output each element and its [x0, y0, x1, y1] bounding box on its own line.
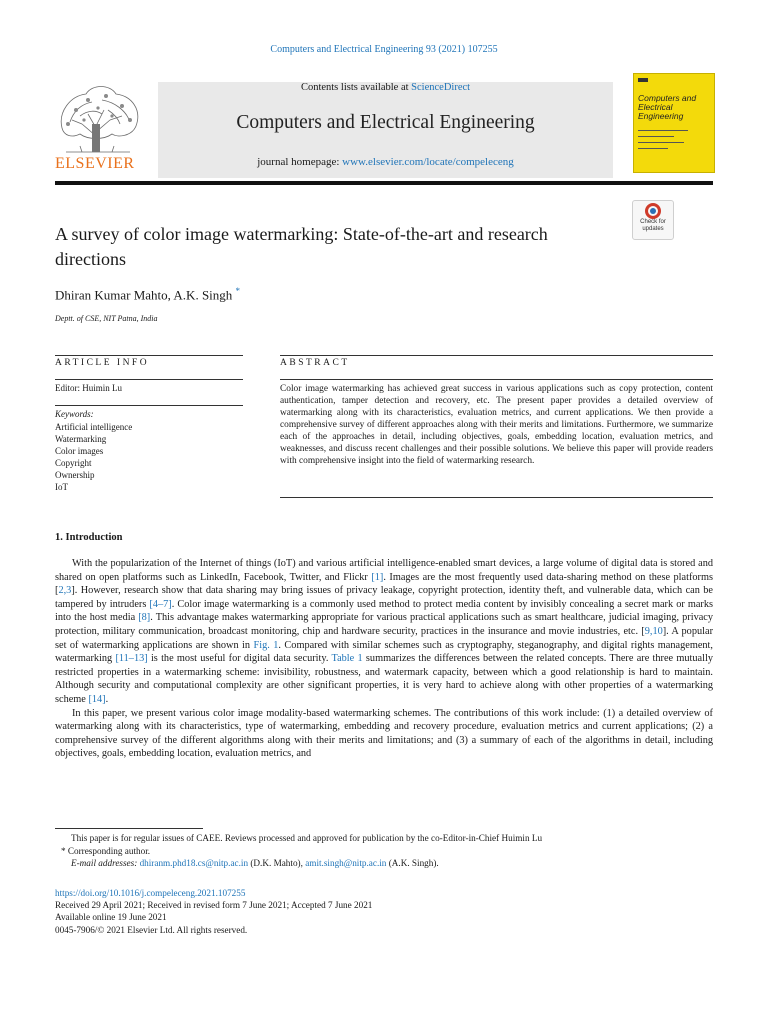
header-divider — [55, 181, 713, 185]
keywords-rule — [55, 405, 243, 406]
paragraph: In this paper, we present various color image modality-based watermarking schemes. The contributions of this work include: (1) a detailed overview of watermarking along with its characteristics, type of watermarking, embedding and recovery procedure, evaluation metrics and current applications; (2) a comprehensive survey of the different algorithms along with their merits and limitations; and (3) a summary of each of the algorithms in detail, including objectives, goals, embedding location, evaluation metrics, and — [55, 707, 713, 760]
text-run: ]. However, research show that data sharing may bring issues of privacy leakage, copyright protection, identity theft, and vulnerable data, which can be tampered by intruders — [55, 585, 713, 610]
table-link[interactable]: Table 1 — [331, 653, 363, 665]
keywords-list — [55, 421, 132, 493]
cover-text-line — [638, 142, 684, 143]
author-list — [55, 286, 240, 303]
email-link[interactable]: amit.singh@nitp.ac.in — [305, 858, 387, 868]
citation-link[interactable]: [8] — [138, 612, 151, 624]
journal-title: Computers and Electrical Engineering — [236, 112, 535, 133]
introduction-body — [55, 557, 713, 761]
text-run: With the popularization of the Internet of things (IoT) and various artificial intelligence-enabled smart devices, a large volume of digital data is stored and shared on open platforms such as LinkedIn, Facebook, Twitter, and Flickr — [55, 558, 713, 583]
cover-text-line — [638, 148, 668, 149]
text-run: . Images are the most frequently used data-sharing method on these platforms [ — [55, 571, 713, 597]
email-owner: (A.K. Singh). — [386, 858, 439, 868]
keyword: Color images — [55, 446, 104, 456]
affiliation: Deptt. of CSE, NIT Patna, India — [55, 314, 158, 323]
footnote-emails — [55, 857, 713, 870]
received-dates: Received 29 April 2021; Received in revised form 7 June 2021; Accepted 7 June 2021 — [55, 900, 373, 911]
sciencedirect-link[interactable]: ScienceDirect — [411, 82, 471, 93]
text-run: . — [105, 693, 109, 705]
text-run: . Compared with similar schemes such as cryptography, steganography, and digital rights management, watermarking — [55, 639, 713, 665]
abstract-heading: ABSTRACT — [280, 358, 350, 368]
article-info-heading: ARTICLE INFO — [55, 358, 150, 368]
publication-info — [55, 887, 372, 936]
text-run: . Color image watermarking is a commonly used method to protect media content by invisibly concealing a secret mark or marks into the host media — [55, 598, 713, 624]
paper-title: A survey of color image watermarking: State-of-the-art and research directions — [55, 224, 548, 269]
citation-link[interactable]: 9,10 — [644, 625, 663, 637]
contents-prefix: Contents lists available at — [300, 82, 412, 93]
article-info-top-rule — [55, 355, 243, 356]
footnote-corresponding-text: Corresponding author. — [65, 845, 151, 856]
keywords-heading: Keywords: — [55, 409, 94, 419]
section-heading-introduction: 1. Introduction — [55, 532, 123, 543]
citation-link[interactable]: [11–13] — [115, 653, 148, 665]
cover-logo-mark — [638, 78, 648, 82]
email-label: E-mail addresses: — [71, 858, 140, 868]
cover-title: Computers and Electrical Engineering — [638, 93, 697, 121]
abstract-rule — [280, 379, 713, 380]
cover-text-line — [638, 130, 688, 131]
abstract-bottom-rule — [280, 497, 713, 498]
keyword: Ownership — [55, 470, 95, 480]
footnote-corresponding — [55, 845, 713, 858]
available-online: Available online 19 June 2021 — [55, 912, 167, 923]
citation-link[interactable]: 2,3 — [58, 585, 72, 597]
paragraph — [55, 557, 713, 707]
keyword: Copyright — [55, 458, 92, 468]
text-run: ]. A popular set of watermarking applications are shown in — [55, 625, 713, 651]
footnote-mark: * — [61, 845, 66, 856]
footnotes — [55, 832, 713, 870]
elsevier-wordmark[interactable]: ELSEVIER — [55, 155, 135, 172]
journal-homepage — [158, 156, 613, 168]
journal-reference[interactable]: Computers and Electrical Engineering 93 (2021) 107255 — [270, 44, 498, 55]
editor-line: Editor: Huimin Lu — [55, 383, 122, 393]
homepage-link[interactable]: www.elsevier.com/locate/compeleceng — [342, 156, 514, 168]
homepage-prefix: journal homepage: — [257, 156, 343, 168]
text-run: summarizes the differences between the related concepts. There are three mutually restricted properties in a watermarking scheme: invisibility, robustness, and watermark capacity, between which a good relationship is hard to maintain. Although security and computational complexity are other significant properties, it is very hard to achieve along with other properties of a watermarking scheme — [55, 653, 713, 705]
citation-link[interactable]: [14] — [88, 693, 106, 705]
corresponding-author-mark[interactable]: * — [235, 286, 241, 296]
email-owner: (D.K. Mahto), — [248, 858, 306, 868]
footnote-review: This paper is for regular issues of CAEE. Reviews processed and approved for publication by the co-Editor-in-Chief Huimin Lu — [71, 833, 543, 843]
check-label-line2: updates — [642, 226, 664, 232]
citation-link[interactable]: [4–7] — [149, 598, 172, 610]
footnote-divider — [55, 828, 203, 829]
check-label-line1: Check for — [640, 219, 666, 225]
text-run: is the most useful for digital data security. — [147, 653, 332, 665]
keyword: IoT — [55, 482, 68, 492]
keyword: Artificial intelligence — [55, 422, 133, 432]
citation-link[interactable]: [1] — [371, 571, 384, 583]
journal-cover-image[interactable] — [633, 73, 715, 173]
authors-text: Dhiran Kumar Mahto, A.K. Singh — [55, 287, 233, 303]
check-for-updates-button[interactable] — [632, 200, 674, 240]
abstract-text: Color image watermarking has achieved great success in various applications such as copy protection, content authentication, tamper detection and recovery, etc. The present paper provides a detailed overview of watermarking along with its characteristics, evaluation metrics, and current applications. We then provide a comprehensive survey of different approaches along with their merits and limitations. Furthermore, we summarize each of the approaches in detail, including objectives, goals, embedding location, evaluation metrics, and weaknesses, and discuss recent challenges and their possible solutions. We believe this paper will provide readers with comprehensive insight into the field of watermarking research. — [280, 384, 713, 466]
cover-text-line — [638, 136, 674, 137]
article-info-rule — [55, 379, 243, 380]
copyright: 0045-7906/© 2021 Elsevier Ltd. All rights reserved. — [55, 924, 248, 935]
crossmark-icon — [645, 203, 661, 219]
keyword: Watermarking — [55, 434, 107, 444]
doi-link[interactable]: https://doi.org/10.1016/j.compeleceng.2021.107255 — [55, 888, 246, 898]
figure-link[interactable]: Fig. 1 — [253, 639, 279, 651]
abstract-top-rule — [280, 355, 713, 356]
text-run: . This advantage makes watermarking appropriate for various practical applications such as smart healthcare, judicial imaging, privacy protection, military communication, broadcast monitoring, chip and hardware security, practices in the insurance and movie industries, etc. [ — [55, 612, 714, 637]
contents-line — [158, 82, 613, 93]
email-link[interactable]: dhiranm.phd18.cs@nitp.ac.in — [139, 858, 249, 868]
